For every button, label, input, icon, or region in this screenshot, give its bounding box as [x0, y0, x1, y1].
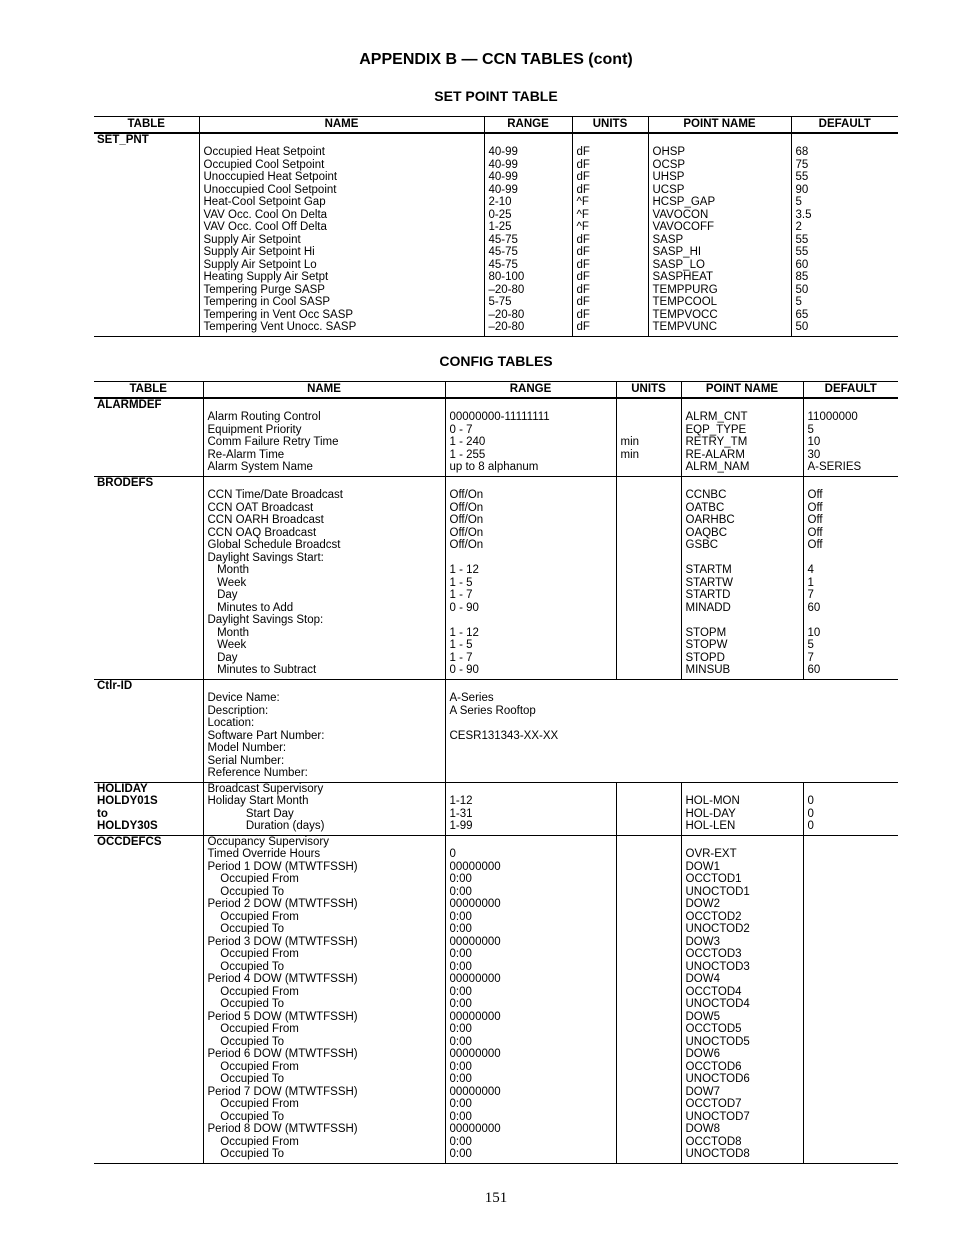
- name-cell: CCN Time/Date Broadcast CCN OAT Broadcast CCN OARH Broadcast CCN OAQ Broadcast Global Schedule Broadcst Daylight Savings Start: Month Week Day Minutes to Add Daylight Savings Stop: Month Week Day Minutes to Subtract: [203, 476, 445, 679]
- units-cell: [616, 782, 681, 835]
- units-cell: dF dF dF dF ^F ^F ^F dF dF dF dF dF dF dF dF: [572, 133, 648, 337]
- units-cell: min min: [616, 398, 681, 477]
- point-name-cell: OHSP OCSP UHSP UCSP HCSP_GAP VAVOCON VAVOCOFF SASP SASP_HI SASP_LO SASPHEAT TEMPPURG TEMPCOOL TEMPVOCC TEMPVUNC: [648, 133, 791, 337]
- name-cell: Broadcast Supervisory Holiday Start Month Start Day Duration (days): [203, 782, 445, 835]
- name-cell: Occupancy Supervisory Timed Override Hours Period 1 DOW (MTWTFSSH) Occupied From Occupied To Period 2 DOW (MTWTFSSH) Occupied From Occupied To Period 3 DOW (MTWTFSSH) Occupied From Occupied To Period 4 DOW (MTWTFSSH) Occupied From Occupied To Period 5 DOW (MTWTFSSH) Occupied From Occupied To Period 6 DOW (MTWTFSSH) Occupied From Occupied To Period 7 DOW (MTWTFSSH) Occupied From Occupied To Period 8 DOW (MTWTFSSH) Occupied From Occupied To: [203, 835, 445, 1163]
- set-point-table-title: SET POINT TABLE: [434, 88, 558, 104]
- range-cell: 40-99 40-99 40-99 40-99 2-10 0-25 1-25 45-75 45-75 45-75 80-100 –20-80 5-75 –20-80 –20-80: [484, 133, 572, 337]
- name-cell: Device Name: Description: Location: Software Part Number: Model Number: Serial Number: Reference Number:: [203, 679, 445, 782]
- range-cell: 0 00000000 0:00 0:00 00000000 0:00 0:00 00000000 0:00 0:00 00000000 0:00 0:00 00000000 0:00 0:00 00000000 0:00 0:00 00000000 0:00 0:00 00000000 0:00 0:00: [445, 835, 616, 1163]
- name-cell: Alarm Routing Control Equipment Priority Comm Failure Retry Time Re-Alarm Time Alarm System Name: [203, 398, 445, 477]
- config-tables-title: CONFIG TABLES: [439, 353, 553, 369]
- header-point-name: POINT NAME: [681, 382, 803, 398]
- table-cell: HOLIDAY HOLDY01S to HOLDY30S: [94, 782, 203, 835]
- table-cell: OCCDEFCS: [94, 835, 203, 1163]
- header-table: TABLE: [94, 117, 199, 133]
- header-name: NAME: [199, 117, 484, 133]
- range-cell: 1-12 1-31 1-99: [445, 782, 616, 835]
- page-number: 151: [484, 1190, 508, 1206]
- name-cell: Occupied Heat Setpoint Occupied Cool Setpoint Unoccupied Heat Setpoint Unoccupied Cool Setpoint Heat-Cool Setpoint Gap VAV Occ. Cool On Delta VAV Occ. Cool Off Delta Supply Air Setpoint Supply Air Setpoint Hi Supply Air Setpoint Lo Heating Supply Air Setpt Tempering Purge SASP Tempering in Cool SASP Tempering in Vent Occ SASP Tempering Vent Unocc. SASP: [199, 133, 484, 337]
- default-cell: [803, 835, 898, 1163]
- default-cell: 11000000 5 10 30 A-SERIES: [803, 398, 898, 477]
- point-name-cell: HOL-MON HOL-DAY HOL-LEN: [681, 782, 803, 835]
- header-default: DEFAULT: [803, 382, 898, 398]
- header-units: UNITS: [616, 382, 681, 398]
- range-cell: Off/On Off/On Off/On Off/On Off/On 1 - 12 1 - 5 1 - 7 0 - 90 1 - 12 1 - 5 1 - 7 0 - 90: [445, 476, 616, 679]
- config-header-row: [94, 382, 898, 398]
- range-cell: A-Series A Series Rooftop CESR131343-XX-XX: [445, 679, 898, 782]
- set-point-header-row: [94, 117, 898, 133]
- header-range: RANGE: [484, 117, 572, 133]
- header-name: NAME: [203, 382, 445, 398]
- set-point-table: [94, 116, 898, 337]
- point-name-cell: ALRM_CNT EQP_TYPE RETRY_TM RE-ALARM ALRM_NAM: [681, 398, 803, 477]
- table-cell: SET_PNT: [94, 133, 199, 337]
- table-row: [94, 398, 898, 477]
- table-cell: BRODEFS: [94, 476, 203, 679]
- table-cell: ALARMDEF: [97, 398, 162, 411]
- point-name-cell: CCNBC OATBC OARHBC OAQBC GSBC STARTM STARTW STARTD MINADD STOPM STOPW STOPD MINSUB: [681, 476, 803, 679]
- default-cell: Off Off Off Off Off 4 1 7 60 10 5 7 60: [803, 476, 898, 679]
- header-default: DEFAULT: [791, 117, 898, 133]
- header-table: TABLE: [94, 382, 203, 398]
- table-row: [94, 835, 898, 1163]
- page-heading: APPENDIX B — CCN TABLES (cont): [359, 51, 633, 68]
- table-row: [94, 133, 898, 337]
- table-cell: Ctlr-ID: [94, 679, 203, 782]
- default-cell: 68 75 55 90 5 3.5 2 55 55 60 85 50 5 65 50: [791, 133, 898, 337]
- config-table: [94, 381, 898, 1164]
- default-cell: 0 0 0: [803, 782, 898, 835]
- table-row: [94, 679, 898, 782]
- range-cell: 00000000-11111111 0 - 7 1 - 240 1 - 255 up to 8 alphanum: [445, 398, 616, 477]
- header-range: RANGE: [445, 382, 616, 398]
- header-point-name: POINT NAME: [648, 117, 791, 133]
- point-name-cell: OVR-EXT DOW1 OCCTOD1 UNOCTOD1 DOW2 OCCTOD2 UNOCTOD2 DOW3 OCCTOD3 UNOCTOD3 DOW4 OCCTOD4 UNOCTOD4 DOW5 OCCTOD5 UNOCTOD5 DOW6 OCCTOD6 UNOCTOD6 DOW7 OCCTOD7 UNOCTOD7 DOW8 OCCTOD8 UNOCTOD8: [681, 835, 803, 1163]
- table-row: [94, 476, 898, 679]
- header-units: UNITS: [572, 117, 648, 133]
- units-cell: [616, 835, 681, 1163]
- units-cell: [616, 476, 681, 679]
- table-row: [94, 782, 898, 835]
